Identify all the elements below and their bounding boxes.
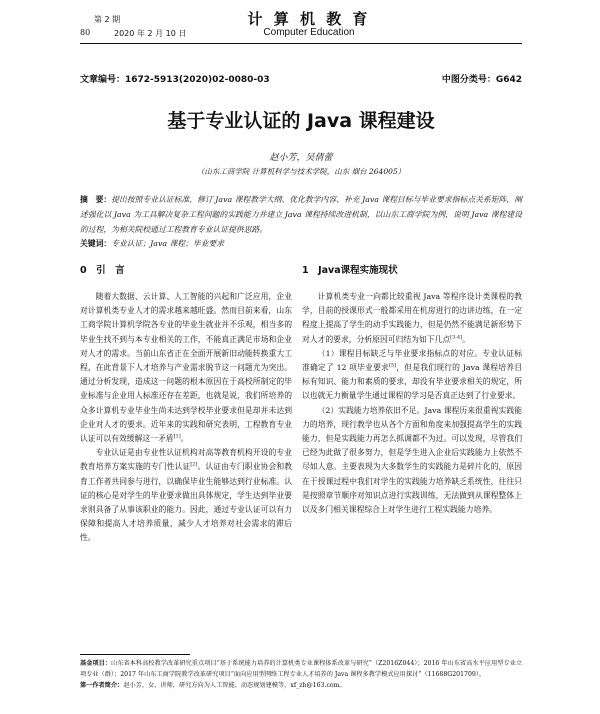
header-page-number: 80: [80, 28, 91, 37]
paragraph: 随着大数据、云计算、人工智能的兴起和广泛应用，企业对计算机类专业人才的需求越来越旺盛。然而目前来看，山东工商学院计算机学院各专业的毕业生就业并不乐观，相当多的毕业生找不到与本专业相关的工作，不能真正满足市场和企业对人才的需求。当前山东省正在全面开展新旧动能转换重大工程，在此背景下人才培养与产业需求脱节这一问题尤为突出。通过分析发现，造成这一问题的根本原因在于高校所制定的毕业标准与企业用人标准还存在差距，也就是说，我们所培养的众多计算机专业毕业生尚未达到学校毕业要求但是却并未达到企业对人才的要求。近年来的实践和研究表明，工程教育专业认证可以有效缓解这一矛盾[1]。: [80, 292, 292, 444]
authors: 赵小芳，吴倩蕾: [269, 153, 333, 163]
author-note: 第一作者简介：赵小芳，女，讲师，研究方向为人工智能、动态规划建模等，xf_zh@163.com。: [80, 682, 346, 689]
citation: [3-4]: [450, 334, 463, 341]
affiliation: （山东工商学院 计算机科学与技术学院，山东 烟台 264005）: [196, 167, 406, 176]
fund-note: 基金项目：山东省本科高校教学改革研究重点项目“基于系统能力培养的计算机类专业课程体系改革与研究”（Z2016Z044）；2016 年山东省高水平应用型专业立项专业（群）；2017 年山东工商学院教学改革研究项目“面向应用型网络工程专业人才培养的 Java 课程多教学模式应用探讨”（11688G201709）。: [80, 660, 523, 678]
abstract-text: 提出按照专业认证标准，修订 Java 课程教学大纲、优化教学内容、补充 Java 课程目标与毕业要求指标点关系矩阵，阐述强化以 Java 为工具解决复杂工程问题的实践能力并建立 Java 课程持续改进机制，以山东工商学院为例，说明 Java 课程建设的过程，为相关院校通过工程教育专业认证提供思路。: [80, 195, 523, 234]
clc-number: 中图分类号：G642: [441, 75, 522, 85]
paper-title: 基于专业认证的 Java 课程建设: [167, 110, 435, 132]
paragraph: 计算机类专业一向都比较重视 Java 等程序设计类课程的教学，目前的授课形式一般都采用在机房进行的边讲边练，在一定程度上提高了学生的动手实践能力，但是仍然不能满足新形势下对人才的要求，分析原因可归结为如下几点[3-4]。: [302, 292, 522, 344]
citation: [1]: [173, 433, 181, 440]
journal-title-cn: 计 算 机 教 育: [247, 10, 371, 28]
section-heading-1: 1 Java课程实施现状: [302, 265, 398, 276]
paragraph: （2）实践能力培养依旧不足。Java 课程历来很重视实践能力的培养，现行教学也从各个方面和角度来加强提高学生的实践能力，但是实践能力再怎么抓调都不为过。可以发现，尽管我们已经为此做了很多努力，但是学生进入企业后实践能力上依然不尽如人意。主要表现为大多数学生的实践能力是碎片化的，原因在于授课过程中我们对学生的实践能力培养缺乏系统性，往往只是按照章节顺序对知识点进行实践训练，无法做到从课程整体上以及多门相关课程综合上对学生进行工程实践能力培养。: [302, 405, 522, 515]
header-date: 2020 年 2 月 10 日: [114, 29, 187, 38]
footnote-rule: [80, 654, 190, 655]
abstract-label: 摘 要：: [80, 195, 112, 204]
journal-title-en: Computer Education: [263, 27, 355, 38]
right-column: [302, 290, 522, 517]
abstract: [80, 192, 522, 237]
citation: [2]: [190, 461, 198, 468]
article-number: 文章编号：1672-5913(2020)02-0080-03: [80, 75, 270, 85]
paragraph: 专业认证是由专业性认证机构对高等教育机构开设的专业教育培养方案实施的专门性认证[2]。认证由专门职业协会和教育工作者共同参与进行，以确保毕业生能够达到行业标准。认证的核心是对学生的毕业要求做出具体规定，学生达到毕业要求则具备了从事该职业的能力。因此，通过专业认证可以有力保障和提高人才培养质量，减少人才培养对社会需求的滞后性。: [80, 448, 293, 543]
left-column: [80, 290, 292, 546]
keywords-text: 专业认证；Java 课程；毕业要求: [111, 239, 225, 248]
citation: [5]: [389, 362, 397, 369]
section-heading-intro: 0 引 言: [80, 265, 125, 276]
footnotes: [80, 658, 522, 691]
keywords-label: 关键词：: [80, 239, 112, 248]
header-issue: 第 2 期: [94, 15, 121, 24]
keywords: [80, 238, 522, 250]
paragraph: （1）课程目标缺乏与毕业要求指标点的对应。专业认证标准确定了 12 项毕业要求[5]，但是我们现行的 Java 课程培养目标有知识、能力和素质的要求，却没有毕业要求相关的规定，所以也就无力衡量学生通过课程的学习是否真正达到了行业要求。: [302, 348, 522, 401]
header-rule: [80, 43, 522, 44]
